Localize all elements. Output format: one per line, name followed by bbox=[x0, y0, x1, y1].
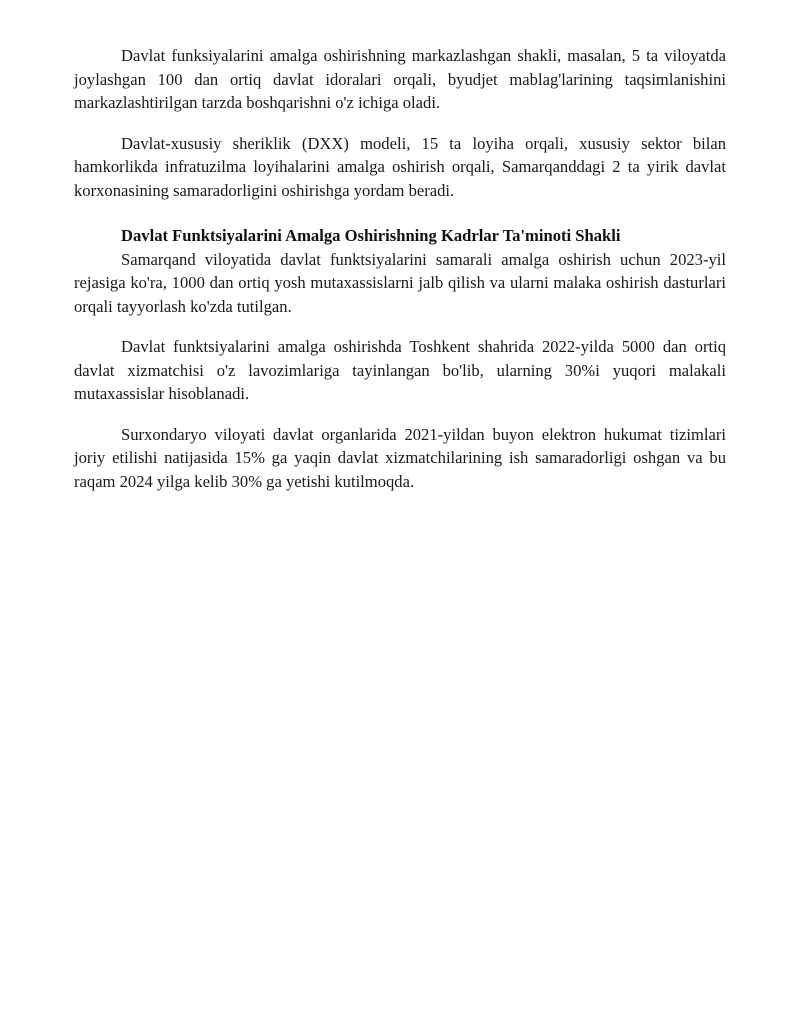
paragraph-toshkent-civil-servants: Davlat funktsiyalarini amalga oshirishda Toshkent shahrida 2022-yilda 5000 dan ortiq davlat xizmatchisi o'z lavozimlariga tayinlangan bo'lib, ularning 30%i yuqori malakali mutaxassislar hisoblanadi. bbox=[74, 337, 726, 403]
paragraph-public-private-partnership: Davlat-xususiy sheriklik (DXX) modeli, 15 ta loyiha orqali, xususiy sektor bilan hamkorlikda infratuzilma loyihalarini amalga oshirish orqali, Samarqanddagi 2 ta yirik davlat korxonasining samaradorligini oshirishga yordam beradi. bbox=[74, 133, 726, 200]
document-page bbox=[74, 44, 726, 510]
paragraph-centralized-form: Davlat funksiyalarini amalga oshirishning markazlashgan shakli, masalan, 5 ta viloyatda joylashgan 100 dan ortiq davlat idoralari orqali, byudjet mablag'larining taqsimlanishini markazlashtirilgan tarzda boshqarishni o'z ichiga oladi. bbox=[74, 46, 726, 112]
paragraph-surxondaryo-e-government: Surxondaryo viloyati davlat organlarida 2021-yildan buyon elektron hukumat tizimlari joriy etilishi natijasida 15% ga yaqin davlat xizmatchilarining ish samaradorligi oshgan va bu raqam 2024 yilga kelib 30% ga yetishi kutilmoqda. bbox=[74, 424, 726, 491]
paragraph-samarqand-staffing: Samarqand viloyatida davlat funktsiyalarini samarali amalga oshirish uchun 2023-yil rejasiga ko'ra, 1000 dan ortiq yosh mutaxassislarni jalb qilish va ularni malaka oshirish dasturlari orqali tayyorlash ko'zda tutilgan. bbox=[74, 249, 726, 316]
section-heading: Davlat Funktsiyalarini Amalga Oshirishning Kadrlar Ta'minoti Shakli bbox=[121, 226, 621, 245]
